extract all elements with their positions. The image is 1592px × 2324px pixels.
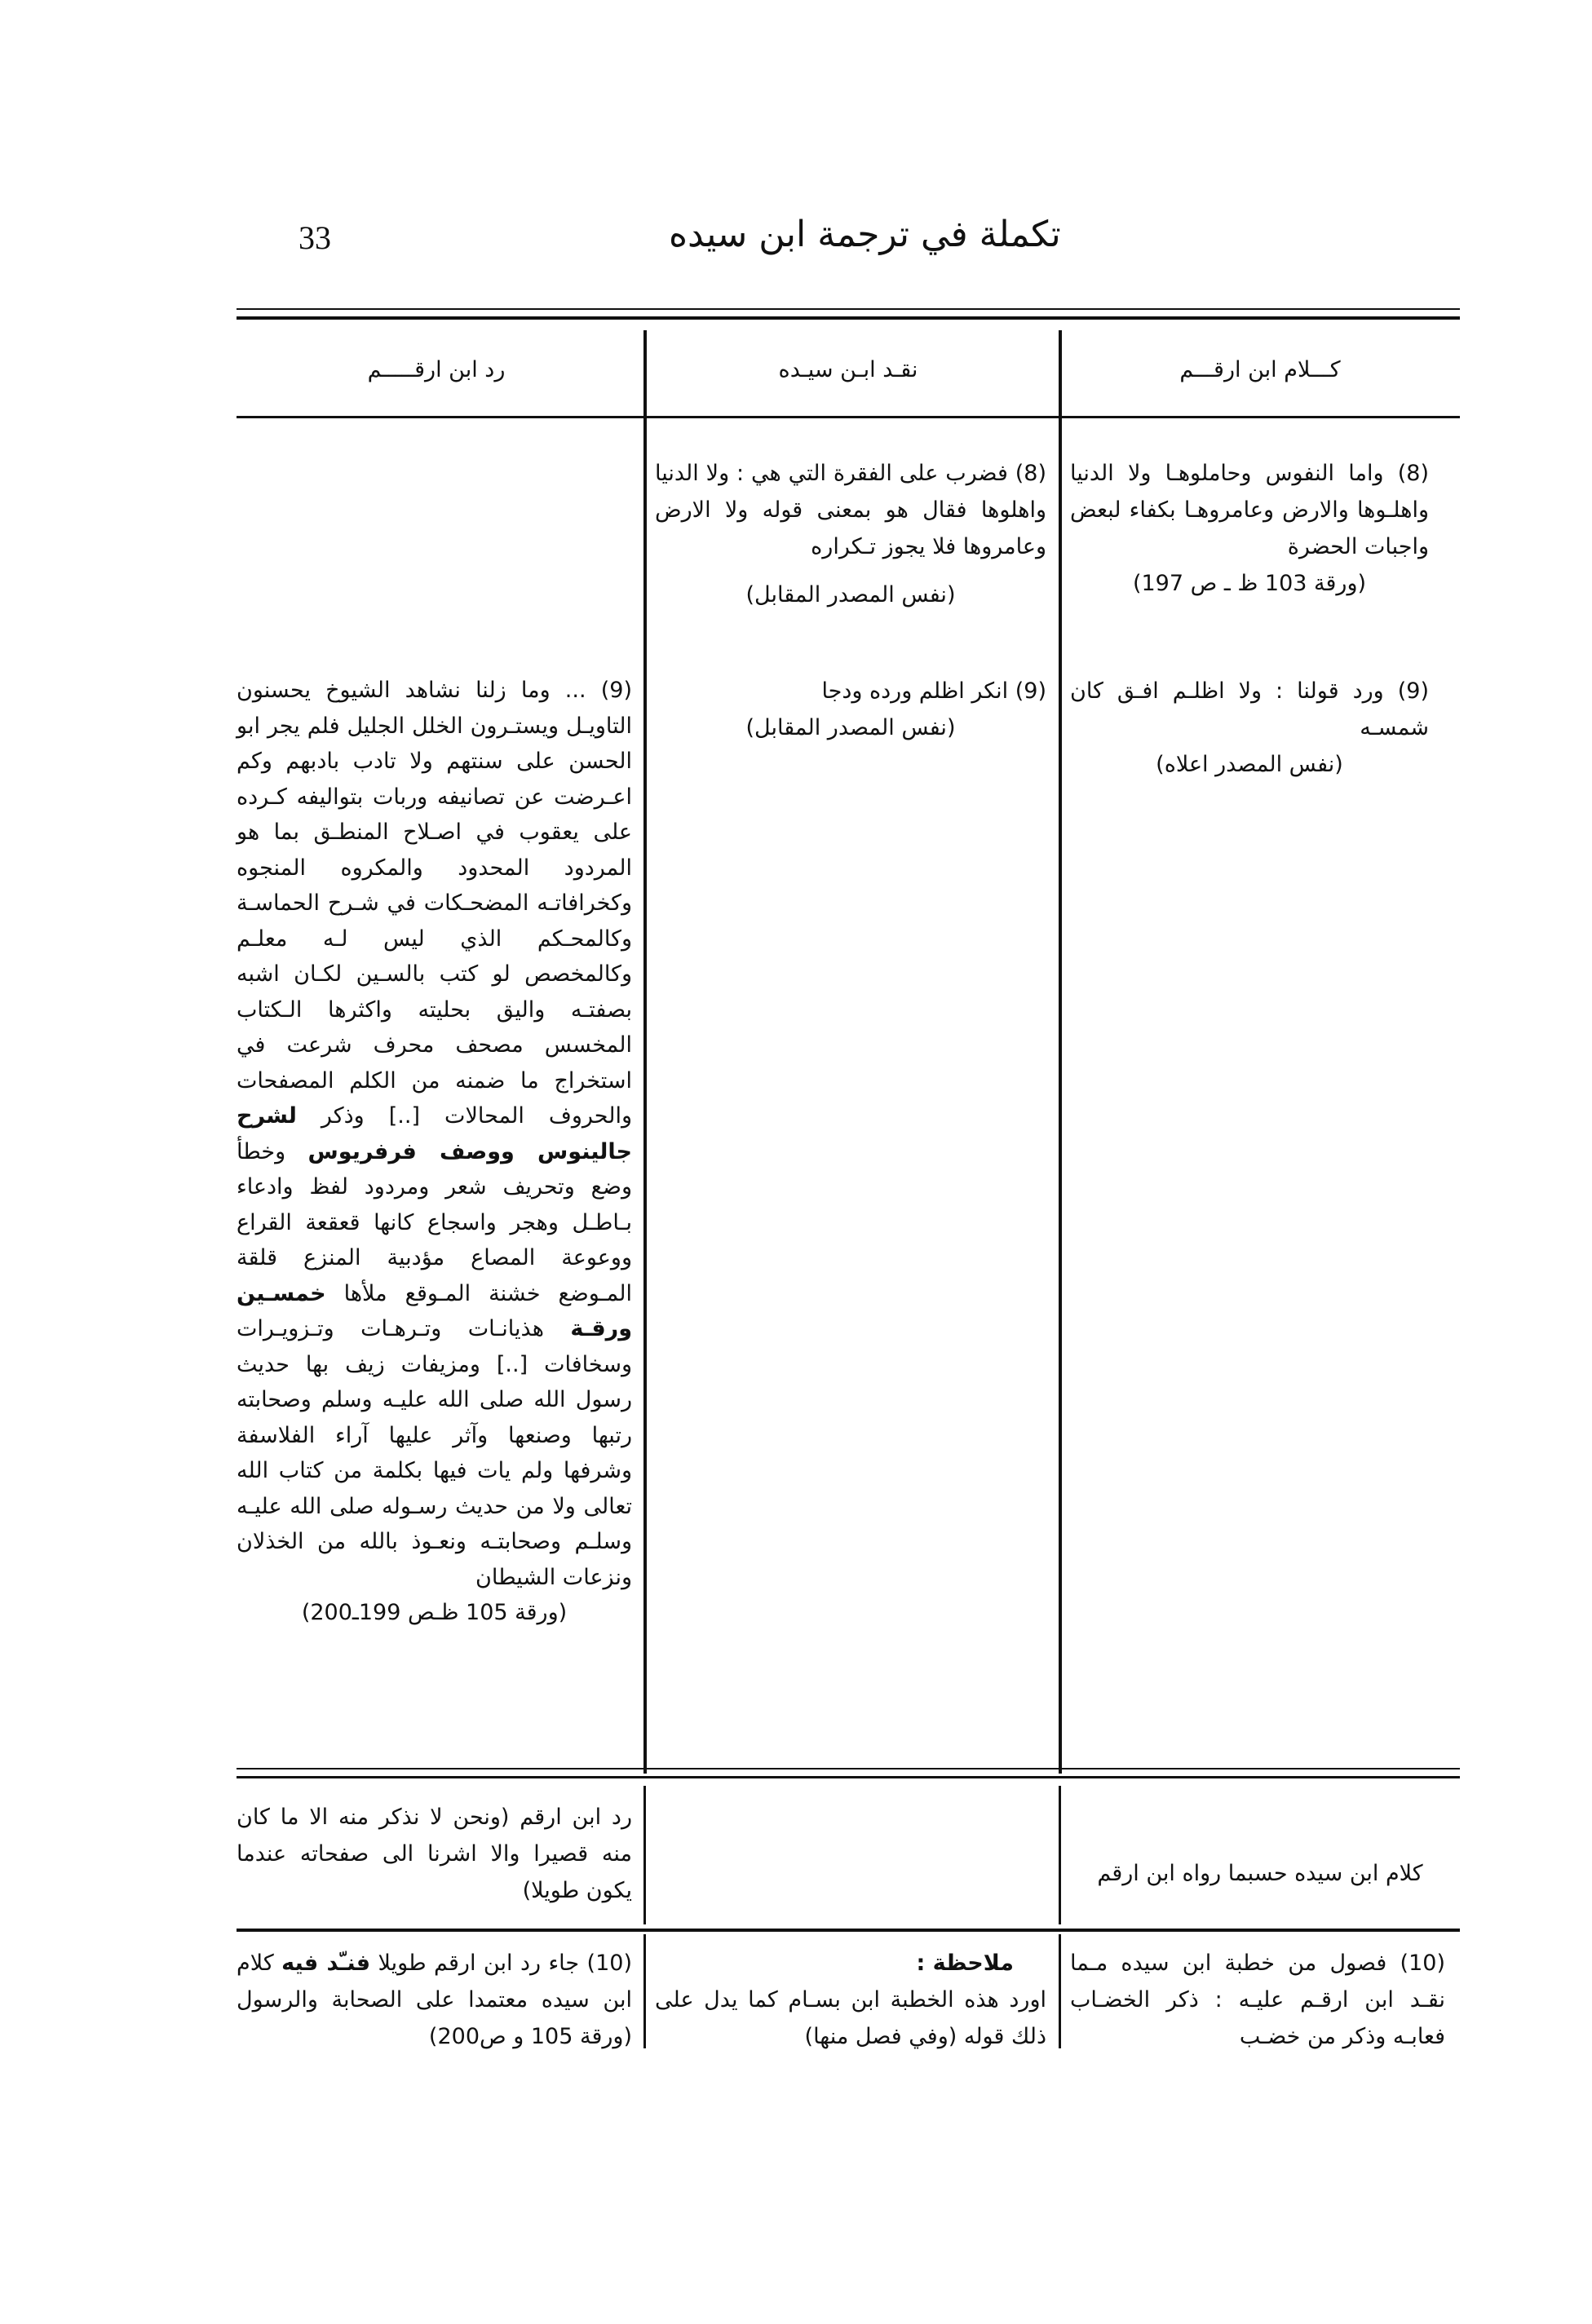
section9-left-part3: هذيانـات وتـرهـات وتـزويـرات وسخافات [..] ومزيفات زيف بها حديث رسول الله صلى الله عليـه وسلم وصحابته رتبها وصنعها وآثر عليها آراء الفلاسفة وشرفها ولم يات فيها بكلمة من كتاب الله تعالى ولا من حديث رسـوله صلى الله عليـه وسلـم وصحابتـه ونعـوذ بالله من الخذلان ونزعات الشيطان: [237, 1316, 632, 1590]
section9-left-bold1: لشرح جالينوس ووصف فرفريوس: [237, 1103, 632, 1164]
section9-right-cell: [1070, 673, 1429, 783]
column-header-middle: نقـد ابـن سيـده: [778, 357, 918, 382]
section9-left-part2: وخطأ وضع وتحريف شعر ومردود لفظ وادعاء بـاطـل وهجر واسجاع كانها قعقعة القراع ووعوعة المصاع مؤدبية المنزع قلقة المـوضع خشنة المـوقع ملأها: [237, 1138, 632, 1306]
section8-right-text: (8) واما النفوس وحاملوهـا ولا الدنيا واهلـوها والارض وعامروهـا بكفاء لبعض واجبات الحضرة: [1070, 461, 1429, 559]
bottom-rule-thin: [237, 1768, 1460, 1770]
subheader-divider-left: [643, 1786, 646, 1924]
section10-left-post: كلام ابن سيده معتمدا على الصحابة والرسول (ورقة 105 و ص200): [237, 1951, 632, 2049]
subheader-divider-right: [1059, 1786, 1061, 1924]
page-title: تكملة في ترجمة ابن سيده: [669, 214, 1061, 255]
subheader-right-cell: [1068, 1855, 1452, 1892]
section10-divider-left: [643, 1934, 646, 2048]
section8-right-cell: [1070, 455, 1429, 602]
section10-right-cell: [1070, 1945, 1445, 2055]
section10-top-rule: [237, 1929, 1460, 1932]
column-divider-right: [1059, 330, 1062, 1774]
top-rule-thin: [237, 308, 1460, 310]
section10-left-pre: (10) جاء رد ابن ارقم طويلا: [370, 1951, 633, 1976]
section9-left-text: [237, 673, 632, 1595]
section9-left-cell: [237, 673, 632, 1631]
section10-note-label: ملاحظة :: [916, 1951, 1014, 1976]
section10-right-text: (10) فصول من خطبة ابن سيده مـما نقـد ابن ارقـم عليـه : ذكر الخضـاب فعابـه وذكر من خضـب: [1070, 1951, 1445, 2049]
section9-middle-cell: [655, 673, 1046, 746]
section9-middle-text: (9) انكر اظلم ورده ودجا: [821, 678, 1046, 704]
column-header-left: رد ابن ارقـــــم: [367, 357, 506, 382]
section9-right-text: (9) ورد قولنا : ولا اظلـم افـق كان شمسـه: [1070, 678, 1429, 740]
section9-left-source: (ورقة 105 ظـص 199ـ200): [301, 1600, 568, 1625]
header-separator-rule: [237, 416, 1460, 418]
bottom-rule-thick: [237, 1776, 1460, 1778]
section10-left-text: [237, 1945, 632, 2055]
column-header-right: كـــلام ابن ارقـــم: [1179, 357, 1341, 382]
section9-left-bold2: خمسـين ورقـة: [237, 1280, 632, 1341]
section9-middle-source: (نفس المصدر المقابل): [745, 715, 956, 740]
section10-middle-cell: [655, 1945, 1046, 2055]
section8-middle-source: (نفس المصدر المقابل): [745, 582, 956, 608]
top-rule-thick: [237, 316, 1460, 320]
section10-left-cell: [237, 1945, 632, 2055]
section8-middle-text: (8) فضرب على الفقرة التي هي : ولا الدنيا واهلوها فقال هو بمعنى قوله ولا الارض وعامروها فلا يجوز تـكراره: [655, 461, 1046, 559]
section9-left-part1: (9) ... وما زلنا نشاهد الشيوخ يحسنون التاويـل ويستـرون الخلل الجليل فلم يجر ابو الحسن على سنتهم ولا تادب بادبهم وكم اعـرضت عن تصانيفه وربات بتواليفه كـرده على يعقوب في اصـلاح المنطـق بما هو المردود المحدود والمكروه المنجوه وكخرافاتـه المضحـكات في شـرح الحماسـة وكالمحـكم الذي ليس لـه معلـم وكالمخصص لو كتب بالسـين لكـان اشبه بصفتـه واليق بحليته واكثرها الـكتاب المخسس مصحف محرف شرعت في استخراج ما ضمنه من الكلم المصفحات والحروف المحالات [..] وذكر: [237, 678, 632, 1129]
section10-left-bold: فنـّد فيه: [281, 1951, 371, 1976]
subheader-left-cell: [237, 1799, 632, 1909]
section10-middle-text: اورد هذه الخطبة ابن بسـام كما يدل على ذلك قوله (وفي فصل منها): [655, 1987, 1046, 2049]
subheader-right-text: كلام ابن سيده حسبما رواه ابن ارقم: [1097, 1861, 1423, 1886]
column-divider-left: [643, 330, 647, 1774]
page-number: 33: [298, 219, 331, 256]
section9-right-source: (نفس المصدر اعلاه): [1156, 752, 1343, 777]
subheader-left-text: رد ابن ارقم (ونحن لا نذكر منه الا ما كان منه قصيرا والا اشرنا الى صفحاته عندما يكون طويلا): [237, 1805, 632, 1903]
section8-right-source: (ورقة 103 ظ ـ ص 197): [1132, 571, 1367, 596]
section10-divider-right: [1059, 1934, 1061, 2048]
section8-middle-cell: [655, 455, 1046, 613]
